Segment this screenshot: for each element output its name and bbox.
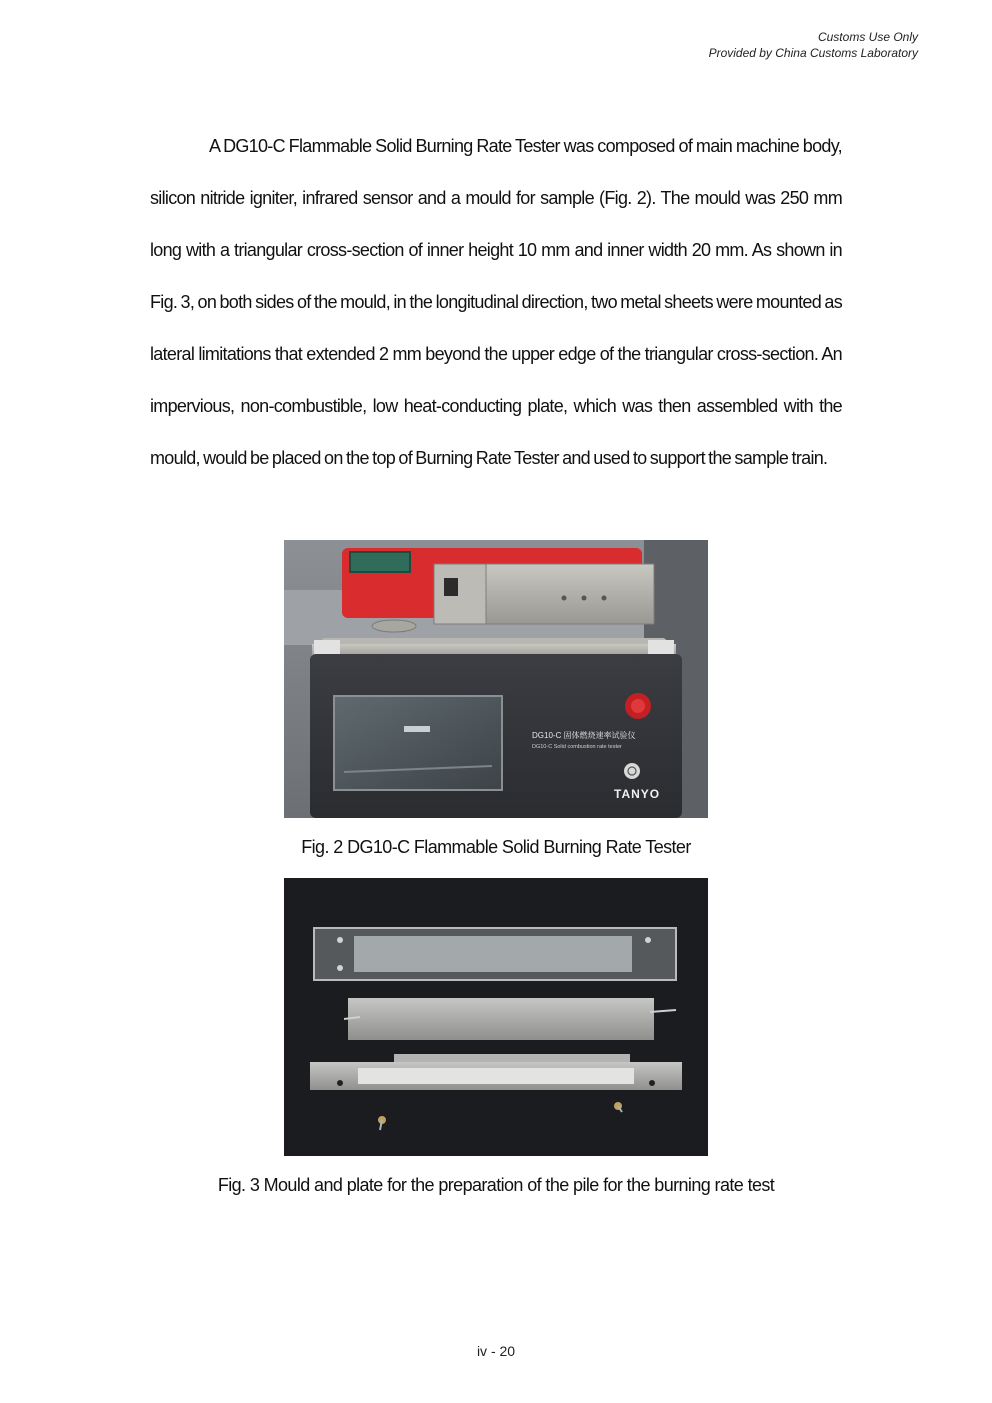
header-line-1: Customs Use Only — [817, 30, 918, 44]
figure-2-photo — [284, 540, 708, 818]
page-header — [709, 29, 918, 61]
device-label-en: DG10-C Solid combustion rate tester — [532, 744, 622, 750]
burning-rate-tester-illustration — [284, 540, 708, 818]
figure-3-caption: Fig. 3 Mould and plate for the preparation of the pile for the burning rate test — [217, 1175, 775, 1195]
figure-3-photo — [284, 878, 708, 1156]
figure-2-caption: Fig. 2 DG10-C Flammable Solid Burning Rate Tester — [301, 837, 691, 857]
body-paragraph — [150, 120, 842, 484]
mould-and-plate-illustration — [284, 878, 708, 1156]
brand-logo: TANYO — [614, 787, 661, 801]
body-text: A DG10-C Flammable Solid Burning Rate Tester was composed of main machine body, silicon nitride igniter, infrared sensor and a mould for sample (Fig. 2). The mould was 250 mm long with a triangular cross-section of inner height 10 mm and inner width 20 mm. As shown in Fig. 3, on both sides of the mould, in the longitudinal direction, two metal sheets were mounted as lateral limitations that extended 2 mm beyond the upper edge of the triangular cross-section. An impervious, non-combustible, low heat-conducting plate, which was then assembled with the mould, would be placed on the top of Burning Rate Tester and used to support the sample train. — [150, 136, 842, 468]
header-line-2: Provided by China Customs Laboratory — [708, 46, 918, 60]
device-label-cn: DG10-C 固体燃烧速率试验仪 — [532, 731, 636, 740]
page-number: iv - 20 — [476, 1343, 516, 1359]
